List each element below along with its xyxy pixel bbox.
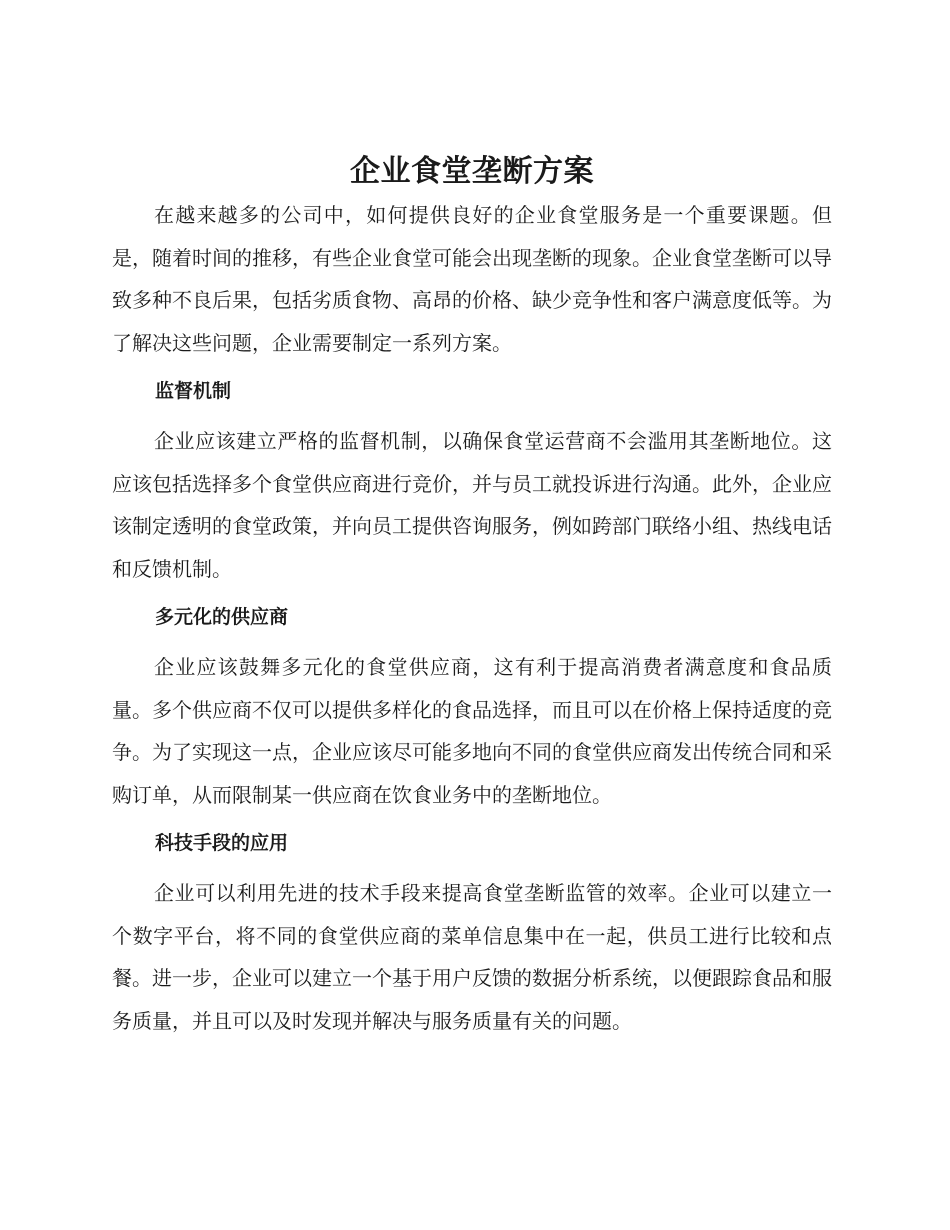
- spacer: [112, 364, 832, 376]
- section-heading-suppliers: 多元化的供应商: [155, 606, 289, 628]
- spacer: [112, 590, 832, 602]
- spacer: [112, 816, 832, 828]
- document-title: 企业食堂垄断方案: [350, 154, 594, 189]
- intro-paragraph: 在越来越多的公司中，如何提供良好的企业食堂服务是一个重要课题。但是，随着时间的推移，有些企业食堂可能会出现垄断的现象。企业食堂垄断可以导致多种不良后果，包括劣质食物、高昂的价格、缺少竞争性和客户满意度低等。为了解决这些问题，企业需要制定一系列方案。: [112, 203, 832, 355]
- section-heading-supervision: 监督机制: [155, 380, 232, 402]
- spacer: [112, 632, 832, 646]
- section-body-technology: 企业可以利用先进的技术手段来提高食堂垄断监管的效率。企业可以建立一个数字平台，将不同的食堂供应商的菜单信息集中在一起，供员工进行比较和点餐。进一步，企业可以建立一个基于用户反馈的数据分析系统，以便跟踪食品和服务质量，并且可以及时发现并解决与服务质量有关的问题。: [112, 881, 832, 1033]
- spacer: [112, 858, 832, 872]
- section-body-supervision: 企业应该建立严格的监督机制，以确保食堂运营商不会滥用其垄断地位。这应该包括选择多个食堂供应商进行竞价，并与员工就投诉进行沟通。此外，企业应该制定透明的食堂政策，并向员工提供咨询服务，例如跨部门联络小组、热线电话和反馈机制。: [112, 429, 832, 581]
- document-page: [112, 150, 832, 1042]
- section-body-suppliers: 企业应该鼓舞多元化的食堂供应商，这有利于提高消费者满意度和食品质量。多个供应商不仅可以提供多样化的食品选择，而且可以在价格上保持适度的竞争。为了实现这一点，企业应该尽可能多地向不同的食堂供应商发出传统合同和采购订单，从而限制某一供应商在饮食业务中的垄断地位。: [112, 655, 832, 807]
- section-heading-technology: 科技手段的应用: [155, 832, 289, 854]
- spacer: [112, 406, 832, 420]
